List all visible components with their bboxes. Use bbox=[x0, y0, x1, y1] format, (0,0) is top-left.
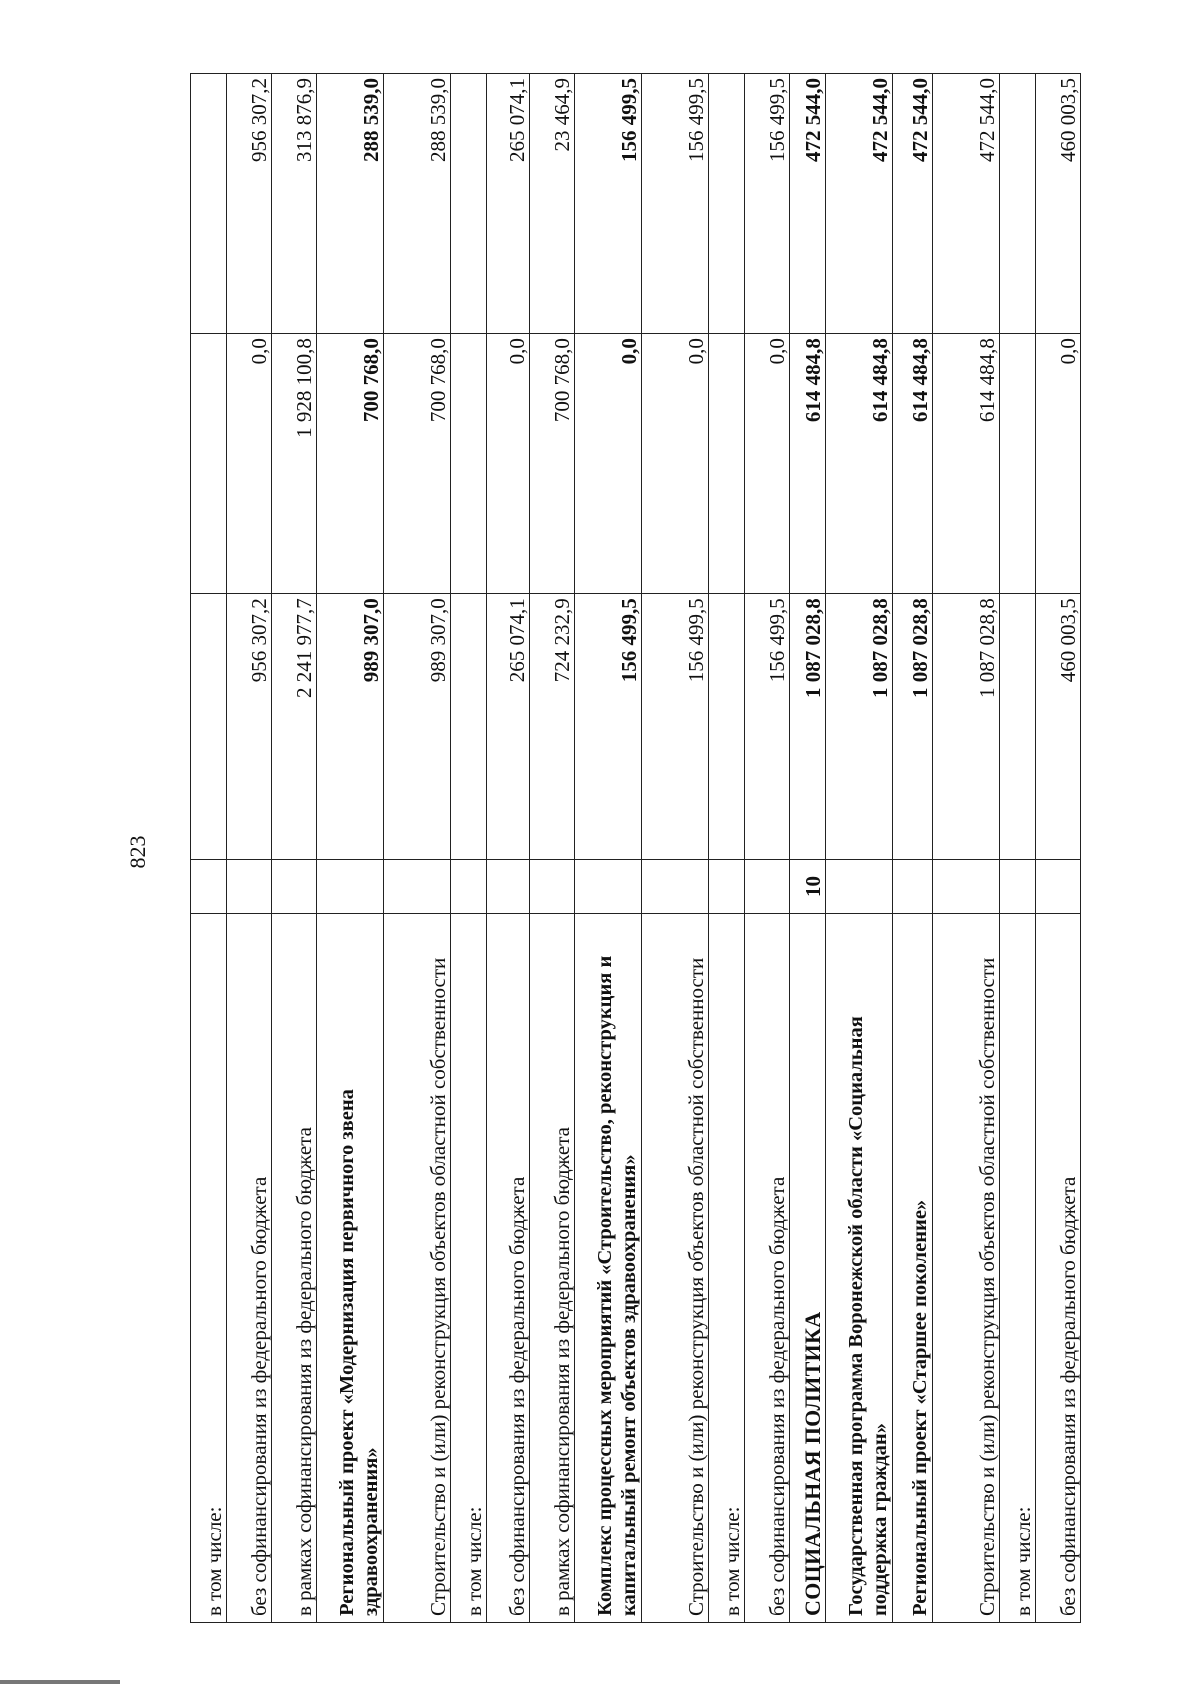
total-amount: 2 241 977,7 bbox=[272, 594, 317, 860]
regional-amount bbox=[451, 74, 487, 334]
regional-amount: 156 499,5 bbox=[575, 74, 642, 334]
page-number: 823 bbox=[125, 835, 150, 869]
section-code: 10 bbox=[790, 860, 826, 913]
federal-amount: 614 484,8 bbox=[893, 334, 933, 594]
section-code bbox=[487, 860, 530, 913]
row-label: в рамках софинансирования из федерального бюджета bbox=[530, 913, 575, 1622]
regional-amount bbox=[709, 74, 745, 334]
section-code bbox=[745, 860, 790, 913]
section-code bbox=[227, 860, 272, 913]
regional-amount: 288 539,0 bbox=[317, 74, 384, 334]
federal-amount: 614 484,8 bbox=[826, 334, 893, 594]
federal-amount bbox=[709, 334, 745, 594]
total-amount: 1 087 028,8 bbox=[933, 594, 1000, 860]
budget-table bbox=[190, 73, 1081, 1623]
total-amount: 1 087 028,8 bbox=[790, 594, 826, 860]
total-amount bbox=[709, 594, 745, 860]
row-label: СОЦИАЛЬНАЯ ПОЛИТИКА bbox=[790, 913, 826, 1622]
section-code bbox=[642, 860, 709, 913]
table-row bbox=[384, 74, 451, 1623]
regional-amount: 472 544,0 bbox=[893, 74, 933, 334]
section-code bbox=[933, 860, 1000, 913]
table-row bbox=[709, 74, 745, 1623]
total-amount: 724 232,9 bbox=[530, 594, 575, 860]
regional-amount: 472 544,0 bbox=[933, 74, 1000, 334]
federal-amount: 700 768,0 bbox=[530, 334, 575, 594]
total-amount: 989 307,0 bbox=[317, 594, 384, 860]
row-label: Региональный проект «Старшее поколение» bbox=[893, 913, 933, 1622]
table-row bbox=[1000, 74, 1036, 1623]
federal-amount bbox=[451, 334, 487, 594]
regional-amount: 472 544,0 bbox=[826, 74, 893, 334]
row-label: в рамках софинансирования из федерального бюджета bbox=[272, 913, 317, 1622]
federal-amount: 0,0 bbox=[745, 334, 790, 594]
row-label: Комплекс процессных мероприятий «Строительство, реконструкция и капитальный ремонт объектов здравоохранения» bbox=[575, 913, 642, 1622]
regional-amount: 265 074,1 bbox=[487, 74, 530, 334]
row-label: в том числе: bbox=[451, 913, 487, 1622]
section-code bbox=[826, 860, 893, 913]
table-row bbox=[893, 74, 933, 1623]
total-amount bbox=[451, 594, 487, 860]
federal-amount bbox=[1000, 334, 1036, 594]
table-row bbox=[451, 74, 487, 1623]
section-code bbox=[1036, 860, 1081, 913]
budget-table-rotated bbox=[190, 73, 1080, 1623]
table-row bbox=[745, 74, 790, 1623]
row-label: в том числе: bbox=[709, 913, 745, 1622]
federal-amount: 1 928 100,8 bbox=[272, 334, 317, 594]
row-label: без софинансирования из федерального бюджета bbox=[1036, 913, 1081, 1622]
regional-amount: 956 307,2 bbox=[227, 74, 272, 334]
row-label: Строительство и (или) реконструкция объектов областной собственности bbox=[642, 913, 709, 1622]
federal-amount: 0,0 bbox=[1036, 334, 1081, 594]
table-row bbox=[191, 74, 227, 1623]
total-amount: 156 499,5 bbox=[642, 594, 709, 860]
total-amount: 156 499,5 bbox=[575, 594, 642, 860]
regional-amount: 472 544,0 bbox=[790, 74, 826, 334]
table-row bbox=[317, 74, 384, 1623]
table-row bbox=[642, 74, 709, 1623]
section-code bbox=[451, 860, 487, 913]
table-row bbox=[790, 74, 826, 1623]
total-amount bbox=[191, 594, 227, 860]
total-amount: 156 499,5 bbox=[745, 594, 790, 860]
section-code bbox=[530, 860, 575, 913]
row-label: без софинансирования из федерального бюджета bbox=[227, 913, 272, 1622]
table-row bbox=[272, 74, 317, 1623]
table-row bbox=[1036, 74, 1081, 1623]
regional-amount: 288 539,0 bbox=[384, 74, 451, 334]
federal-amount: 0,0 bbox=[575, 334, 642, 594]
row-label: Строительство и (или) реконструкция объектов областной собственности bbox=[384, 913, 451, 1622]
regional-amount: 156 499,5 bbox=[745, 74, 790, 334]
section-code bbox=[191, 860, 227, 913]
total-amount: 460 003,5 bbox=[1036, 594, 1081, 860]
total-amount: 989 307,0 bbox=[384, 594, 451, 860]
scan-edge-mark bbox=[0, 1680, 120, 1684]
regional-amount: 460 003,5 bbox=[1036, 74, 1081, 334]
total-amount: 1 087 028,8 bbox=[826, 594, 893, 860]
section-code bbox=[1000, 860, 1036, 913]
section-code bbox=[575, 860, 642, 913]
regional-amount: 23 464,9 bbox=[530, 74, 575, 334]
federal-amount: 700 768,0 bbox=[317, 334, 384, 594]
federal-amount: 0,0 bbox=[487, 334, 530, 594]
row-label: без софинансирования из федерального бюджета bbox=[745, 913, 790, 1622]
table-row bbox=[487, 74, 530, 1623]
section-code bbox=[709, 860, 745, 913]
total-amount bbox=[1000, 594, 1036, 860]
section-code bbox=[272, 860, 317, 913]
federal-amount: 614 484,8 bbox=[790, 334, 826, 594]
row-label: Региональный проект «Модернизация первичного звена здравоохранения» bbox=[317, 913, 384, 1622]
regional-amount: 156 499,5 bbox=[642, 74, 709, 334]
federal-amount bbox=[191, 334, 227, 594]
section-code bbox=[384, 860, 451, 913]
row-label: в том числе: bbox=[191, 913, 227, 1622]
table-row bbox=[933, 74, 1000, 1623]
federal-amount: 0,0 bbox=[642, 334, 709, 594]
total-amount: 265 074,1 bbox=[487, 594, 530, 860]
table-row bbox=[530, 74, 575, 1623]
row-label: без софинансирования из федерального бюджета bbox=[487, 913, 530, 1622]
table-row bbox=[826, 74, 893, 1623]
federal-amount: 614 484,8 bbox=[933, 334, 1000, 594]
section-code bbox=[893, 860, 933, 913]
table-row bbox=[227, 74, 272, 1623]
regional-amount bbox=[191, 74, 227, 334]
section-code bbox=[317, 860, 384, 913]
federal-amount: 0,0 bbox=[227, 334, 272, 594]
table-row bbox=[575, 74, 642, 1623]
federal-amount: 700 768,0 bbox=[384, 334, 451, 594]
row-label: Строительство и (или) реконструкция объектов областной собственности bbox=[933, 913, 1000, 1622]
row-label: Государственная программа Воронежской области «Социальная поддержка граждан» bbox=[826, 913, 893, 1622]
total-amount: 1 087 028,8 bbox=[893, 594, 933, 860]
regional-amount bbox=[1000, 74, 1036, 334]
total-amount: 956 307,2 bbox=[227, 594, 272, 860]
regional-amount: 313 876,9 bbox=[272, 74, 317, 334]
row-label: в том числе: bbox=[1000, 913, 1036, 1622]
